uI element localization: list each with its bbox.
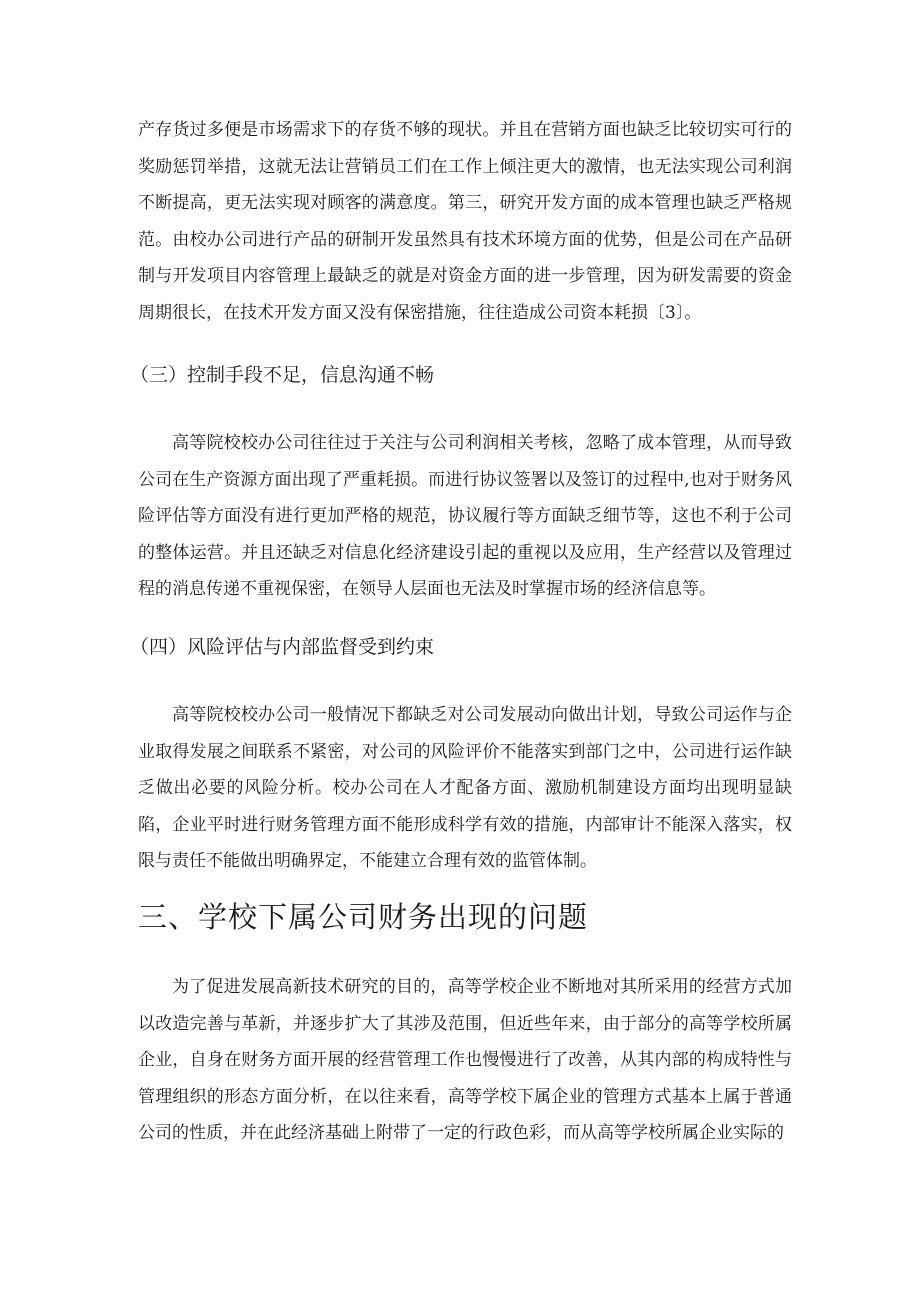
body-paragraph-cost-management: 产存货过多便是市场需求下的存货不够的现状。并且在营销方面也缺乏比较切实可行的奖励惩罚举措，这就无法让营销员工们在工作上倾注更大的激情，也无法实现公司利润不断提高，更无法实现对顾客的满意度。第三，研究开发方面的成本管理也缺乏严格规范。由校办公司进行产品的研制开发虽然具有技术环境方面的优势，但是公司在产品研制与开发项目内容管理上最缺乏的就是对资金方面的进一步管理，因为研发需要的资金周期很长，在技术开发方面又没有保密措施，往往造成公司资本耗损〔3〕。 <box>138 120 792 323</box>
section-title-financial-problems: 三、学校下属公司财务出现的问题 <box>138 900 589 934</box>
body-paragraph-financial-problems: 为了促进发展高新技术研究的目的，高等学校企业不断地对其所采用的经营方式加以改造完善与革新，并逐步扩大了其涉及范围，但近些年来，由于部分的高等学校所属企业，自身在财务方面开展的经营管理工作也慢慢进行了改善，从其内部的构成特性与管理组织的形态方面分析，在以往来看，高等学校下属企业的管理方式基本上属于普通公司的性质，并在此经济基础上附带了一定的行政色彩，而从高等学校所属企业实际的 <box>138 977 792 1143</box>
subheading-control-communication: （三）控制手段不足，信息沟通不畅 <box>130 364 435 386</box>
body-paragraph-risk-supervision: 高等院校校办公司一般情况下都缺乏对公司发展动向做出计划，导致公司运作与企业取得发展之间联系不紧密，对公司的风险评价不能落实到部门之中，公司进行运作缺乏做出必要的风险分析。校办公司在人才配备方面、激励机制建设方面均出现明显缺陷，企业平时进行财务管理方面不能形成科学有效的措施，内部审计不能深入落实，权限与责任不能做出明确界定，不能建立合理有效的监管体制。 <box>138 705 792 871</box>
body-paragraph-control-communication: 高等院校校办公司往往过于关注与公司利润相关考核，忽略了成本管理，从而导致公司在生产资源方面出现了严重耗损。而进行协议签署以及签订的过程中,也对于财务风险评估等方面没有进行更加严格的规范，协议履行等方面缺乏细节等，这也不利于公司的整体运营。并且还缺乏对信息化经济建设引起的重视以及应用，生产经营以及管理过程的消息传递不重视保密，在领导人层面也无法及时掌握市场的经济信息等。 <box>138 433 792 599</box>
subheading-risk-supervision: （四）风险评估与内部监督受到约束 <box>130 636 435 658</box>
